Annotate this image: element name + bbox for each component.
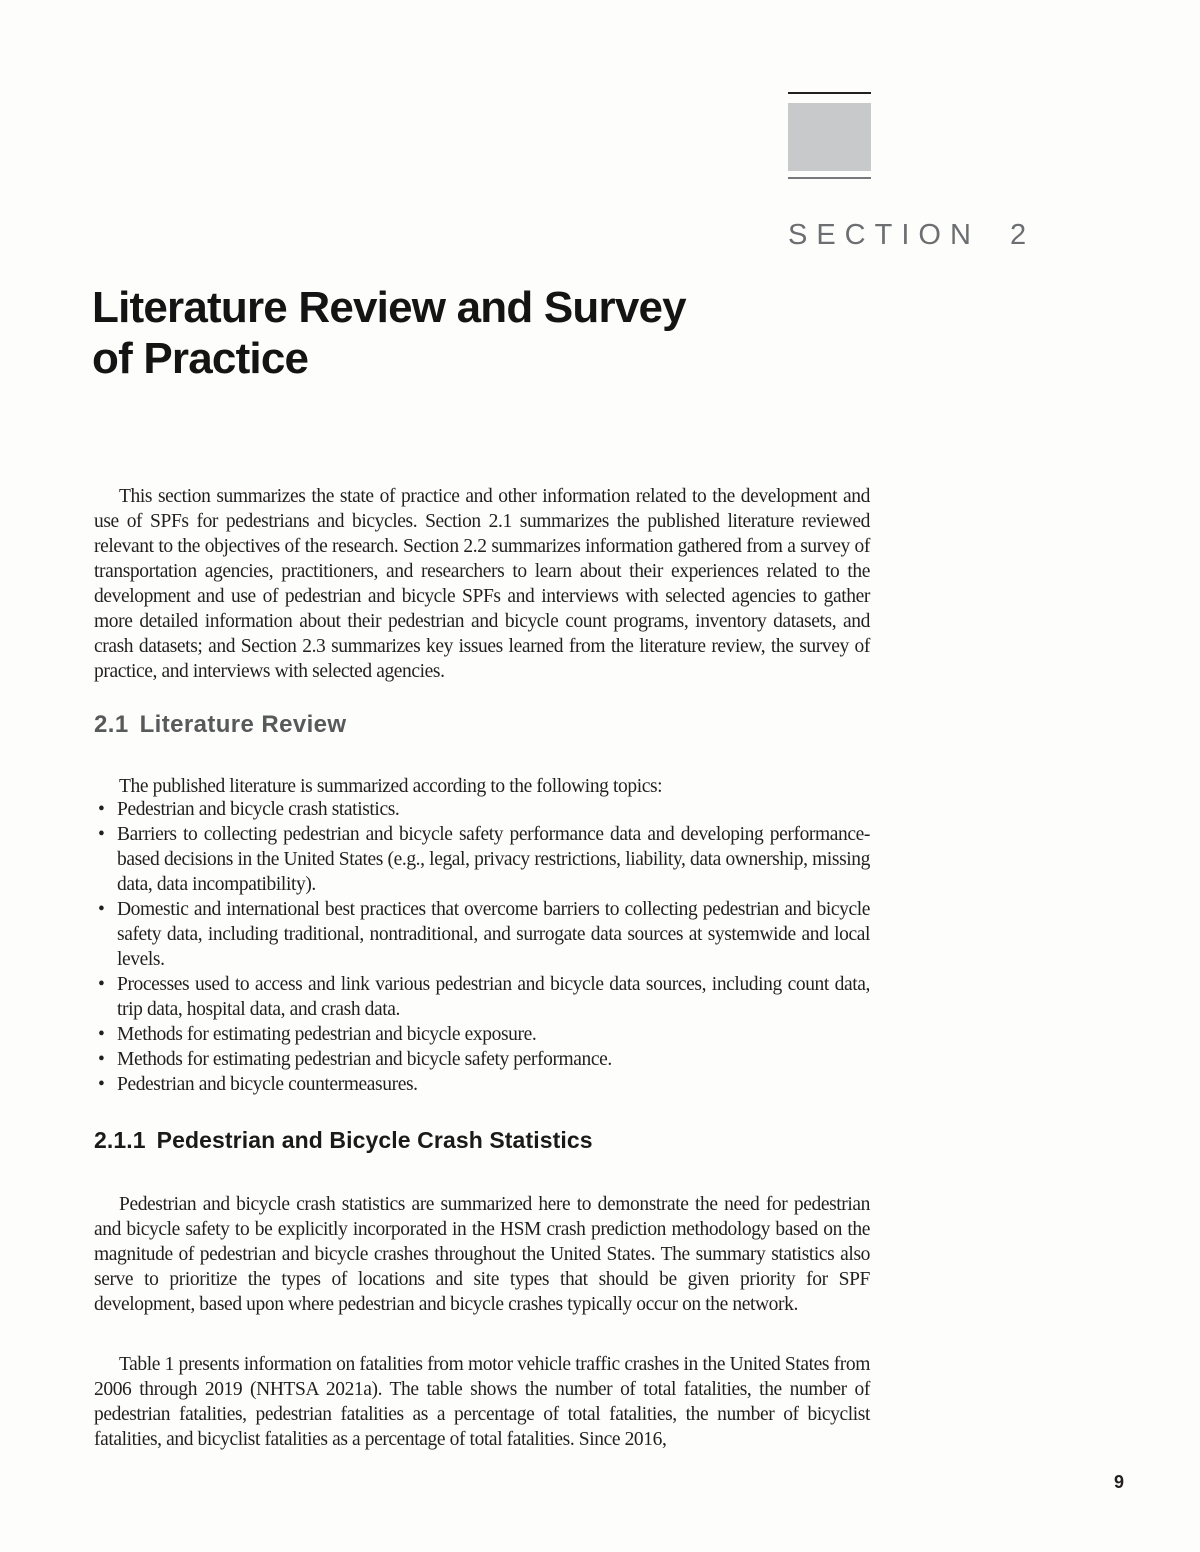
topic-item: • Domestic and international best practices that overcome barriers to collecting pedestrian and bicycle safety data, including traditional, nontraditional, and surrogate data sources at systemwide and local levels.: [94, 897, 870, 972]
heading-text: Pedestrian and Bicycle Crash Statistics: [156, 1127, 593, 1153]
banner-bottom-rule: [788, 177, 871, 179]
heading-number: 2.1: [94, 711, 129, 738]
chapter-title-line1: Literature Review and Survey: [92, 283, 686, 332]
crash-statistics-paragraph-1: Pedestrian and bicycle crash statistics are summarized here to demonstrate the need for pedestrian and bicycle safety to be explicitly incorporated in the HSM crash prediction methodology based on the magnitude of pedestrian and bicycle crashes throughout the United States. The summary statistics also serve to prioritize the types of locations and site types that should be given priority for SPF development, based upon where pedestrian and bicycle crashes typically occur on the network.: [94, 1193, 870, 1315]
heading-literature-review: [94, 711, 346, 739]
heading-number: 2.1.1: [94, 1127, 146, 1153]
chapter-title: [92, 282, 686, 384]
topic-item: • Pedestrian and bicycle countermeasures.: [94, 1072, 870, 1097]
topic-item: • Methods for estimating pedestrian and bicycle exposure.: [94, 1022, 870, 1047]
heading-text: Literature Review: [139, 711, 347, 738]
topics-list: [94, 797, 870, 1097]
banner-gray-box: [788, 103, 871, 171]
chapter-title-line2: of Practice: [92, 334, 309, 383]
intro-paragraph: This section summarizes the state of practice and other information related to the development and use of SPFs for pedestrians and bicycles. Section 2.1 summarizes the published literature reviewed relevant to the objectives of the research. Section 2.2 summarizes information gathered from a survey of transportation agencies, practitioners, and researchers to learn about their experiences related to the development and use of pedestrian and bicycle SPFs and interviews with selected agencies to gather more detailed information about their pedestrian and bicycle count programs, inventory datasets, and crash datasets; and Section 2.3 summarizes key issues learned from the literature review, the survey of practice, and interviews with selected agencies.: [94, 485, 870, 682]
topic-item: • Pedestrian and bicycle crash statistics.: [94, 797, 870, 822]
heading-crash-statistics: [94, 1127, 593, 1154]
page-number: 9: [1114, 1472, 1125, 1492]
banner-top-rule: [788, 92, 871, 94]
topic-item: • Barriers to collecting pedestrian and bicycle safety performance data and developing performance-based decisions in the United States (e.g., legal, privacy restrictions, liability, data ownership, missing data, data incompatibility).: [94, 822, 870, 897]
literature-review-lead: The published literature is summarized according to the following topics:: [119, 775, 663, 797]
topic-item: • Processes used to access and link various pedestrian and bicycle data sources, including count data, trip data, hospital data, and crash data.: [94, 972, 870, 1022]
crash-statistics-paragraph-2: Table 1 presents information on fatalities from motor vehicle traffic crashes in the United States from 2006 through 2019 (NHTSA 2021a). The table shows the number of total fatalities, the number of pedestrian fatalities, pedestrian fatalities as a percentage of total fatalities, the number of bicyclist fatalities, and bicyclist fatalities as a percentage of total fatalities. Since 2016,: [94, 1353, 870, 1450]
topic-item: • Methods for estimating pedestrian and bicycle safety performance.: [94, 1047, 870, 1072]
section-label: SECTION 2: [788, 219, 1036, 251]
